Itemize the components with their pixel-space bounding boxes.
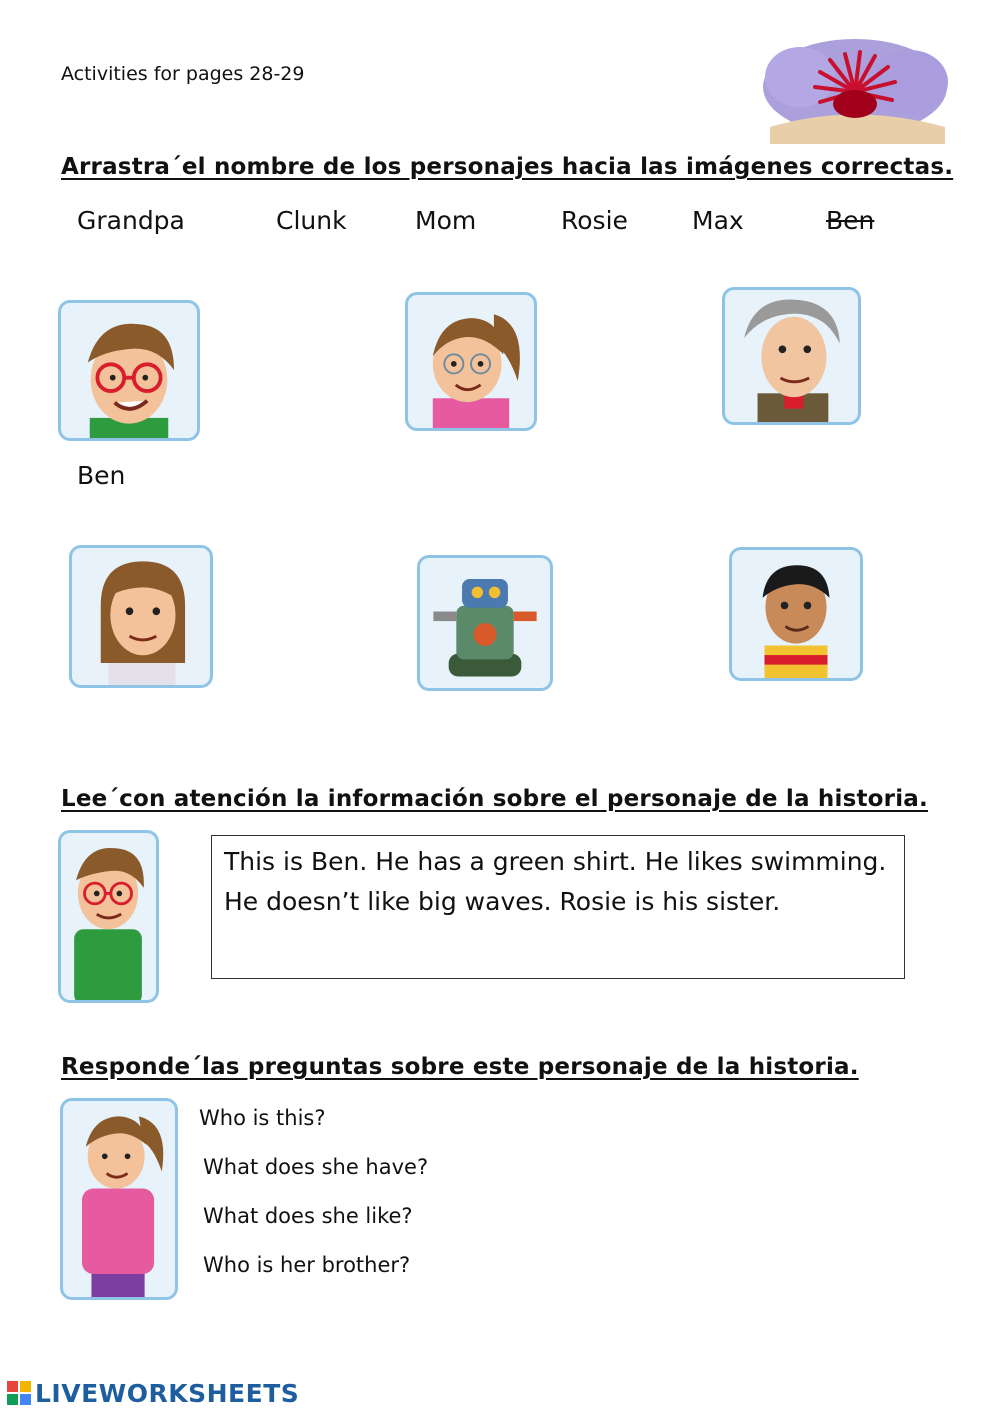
portrait-rosie-full xyxy=(60,1098,178,1300)
question-2: What does she have? xyxy=(203,1155,429,1179)
answer-3-input[interactable] xyxy=(435,1202,909,1234)
word-ben[interactable]: Ben xyxy=(826,206,875,235)
portrait-ben xyxy=(58,300,200,441)
page-subtitle: Activities for pages 28-29 xyxy=(61,63,305,85)
instruction-drag-names: Arrastra´el nombre de los personajes hacia las imágenes correctas. xyxy=(61,154,954,180)
portrait-rosie xyxy=(405,292,537,431)
dropped-name-ben[interactable]: Ben xyxy=(77,461,126,490)
instruction-read-info: Lee´con atención la información sobre el personaje de la historia. xyxy=(61,786,928,812)
story-box xyxy=(211,835,905,979)
word-clunk[interactable]: Clunk xyxy=(276,206,347,235)
portrait-ben-full xyxy=(58,830,159,1003)
portrait-grandpa xyxy=(722,287,861,425)
instruction-answer-questions: Responde´las preguntas sobre este personaje de la historia. xyxy=(61,1054,859,1080)
liveworksheets-brand[interactable]: LIVEWORKSHEETS xyxy=(35,1379,300,1408)
word-grandpa[interactable]: Grandpa xyxy=(77,206,185,235)
word-mom[interactable]: Mom xyxy=(415,206,477,235)
portrait-max xyxy=(729,547,863,681)
liveworksheets-logo-icon xyxy=(7,1381,31,1405)
word-rosie[interactable]: Rosie xyxy=(561,206,628,235)
portrait-clunk xyxy=(417,555,553,691)
question-4: Who is her brother? xyxy=(203,1253,411,1277)
sea-anemone-image xyxy=(760,32,950,144)
question-3: What does she like? xyxy=(203,1204,413,1228)
story-line-2: He doesn’t like big waves. Rosie is his sister. xyxy=(224,887,781,916)
story-line-1: This is Ben. He has a green shirt. He likes swimming. xyxy=(224,847,887,876)
answer-1-input[interactable] xyxy=(345,1104,909,1136)
portrait-mom xyxy=(69,545,213,688)
answer-2-input[interactable] xyxy=(445,1153,909,1185)
answer-4-input[interactable] xyxy=(440,1251,909,1283)
question-1: Who is this? xyxy=(199,1106,326,1130)
word-max[interactable]: Max xyxy=(692,206,744,235)
